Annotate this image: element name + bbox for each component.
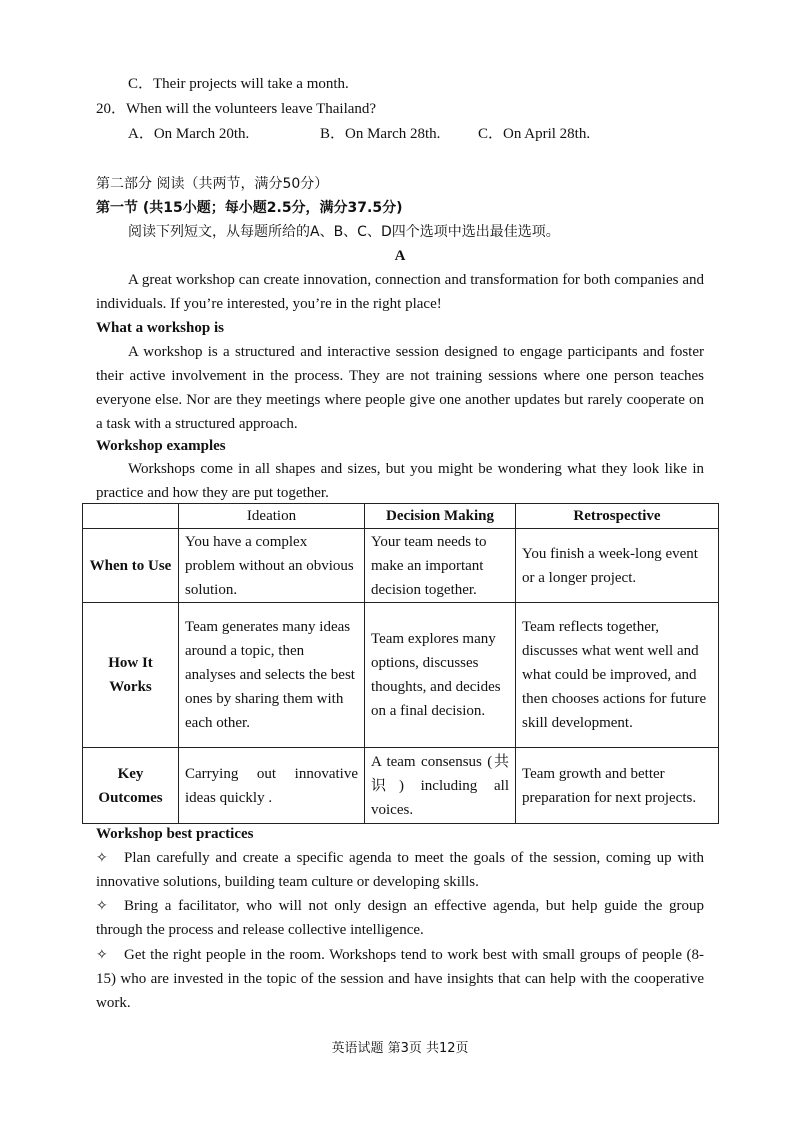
- heading-what-a-workshop-is: What a workshop is: [96, 320, 224, 336]
- bullet-icon: ✧: [96, 850, 108, 866]
- subsection-title: 第一节 (共15小题；每小题2.5分，满分37.5分): [96, 200, 403, 216]
- passage-letter: A: [394, 248, 406, 264]
- table-cell: Team reflects together, discusses what went well and what could be improved, and then chooses actions for future skill development.: [516, 603, 719, 748]
- bullet-icon: ✧: [96, 898, 108, 914]
- table-row: [83, 603, 719, 748]
- table-header-row: [83, 504, 719, 529]
- table-cell: Team generates many ideas around a topic, then analyses and selects the best ones by sharing them with each other.: [179, 603, 365, 748]
- q20-stem: 20．When will the volunteers leave Thailand?: [96, 101, 377, 117]
- list-item: [96, 846, 704, 894]
- page-footer: 英语试题 第3页 共12页: [331, 1041, 469, 1056]
- bullet-icon: ✧: [96, 947, 108, 963]
- list-item: [96, 894, 704, 942]
- table-row: [83, 748, 719, 824]
- table-header-retrospective: Retrospective: [516, 504, 719, 529]
- instruction: 阅读下列短文，从每题所给的A、B、C、D四个选项中选出最佳选项。: [128, 224, 560, 240]
- q20-option-b: B．On March 28th.: [320, 126, 441, 142]
- table-header-ideation: Ideation: [179, 504, 365, 529]
- q20-option-c: C．On April 28th.: [478, 126, 591, 142]
- workshop-table: [82, 503, 719, 824]
- practice-text: Plan carefully and create a specific agenda to meet the goals of the session, coming up with innovative solutions, building team culture or developing skills.: [96, 850, 704, 890]
- table-row: [83, 529, 719, 603]
- table-header-decision-making: Decision Making: [365, 504, 516, 529]
- table-cell: You have a complex problem without an obvious solution.: [179, 529, 365, 603]
- table-cell: You finish a week-long event or a longer project.: [516, 529, 719, 603]
- table-cell: A team consensus (共识) including all voices.: [365, 748, 516, 824]
- part-title: 第二部分 阅读（共两节，满分50分）: [96, 176, 329, 192]
- heading-workshop-examples: Workshop examples: [96, 438, 226, 454]
- passage-intro: A great workshop can create innovation, connection and transformation for both companies and individuals. If you’re interested, you’re in the right place!: [96, 272, 704, 312]
- row-label-key-outcomes: Key Outcomes: [83, 748, 179, 824]
- row-label-how-it-works: How It Works: [83, 603, 179, 748]
- table-cell: Your team needs to make an important decision together.: [365, 529, 516, 603]
- paragraph-definition: A workshop is a structured and interactive session designed to engage participants and foster their active involvement in the process. They are not training sessions where one person teaches everyone else. Nor are they meetings where people give one another updates but rarely cooperate on a task with a structured approach.: [96, 344, 704, 432]
- practice-text: Get the right people in the room. Workshops tend to work best with small groups of people (8-15) who are invested in the topic of the session and have insights that can help with the cooperative work.: [96, 947, 704, 1011]
- table-cell: Team growth and better preparation for next projects.: [516, 748, 719, 824]
- table-cell: Team explores many options, discusses thoughts, and decides on a final decision.: [365, 603, 516, 748]
- q19-option-c: C．Their projects will take a month.: [128, 76, 349, 92]
- list-item: [96, 943, 704, 1015]
- table-header-empty: [83, 504, 179, 529]
- heading-best-practices: Workshop best practices: [96, 826, 254, 842]
- practice-text: Bring a facilitator, who will not only design an effective agenda, but help guide the group through the process and release collective intelligence.: [96, 898, 704, 938]
- paragraph-examples: Workshops come in all shapes and sizes, but you might be wondering what they look like in practice and how they are put together.: [96, 461, 704, 501]
- row-label-when-to-use: When to Use: [83, 529, 179, 603]
- q20-option-a: A．On March 20th.: [128, 126, 250, 142]
- table-cell: Carrying out innovative ideas quickly .: [179, 748, 365, 824]
